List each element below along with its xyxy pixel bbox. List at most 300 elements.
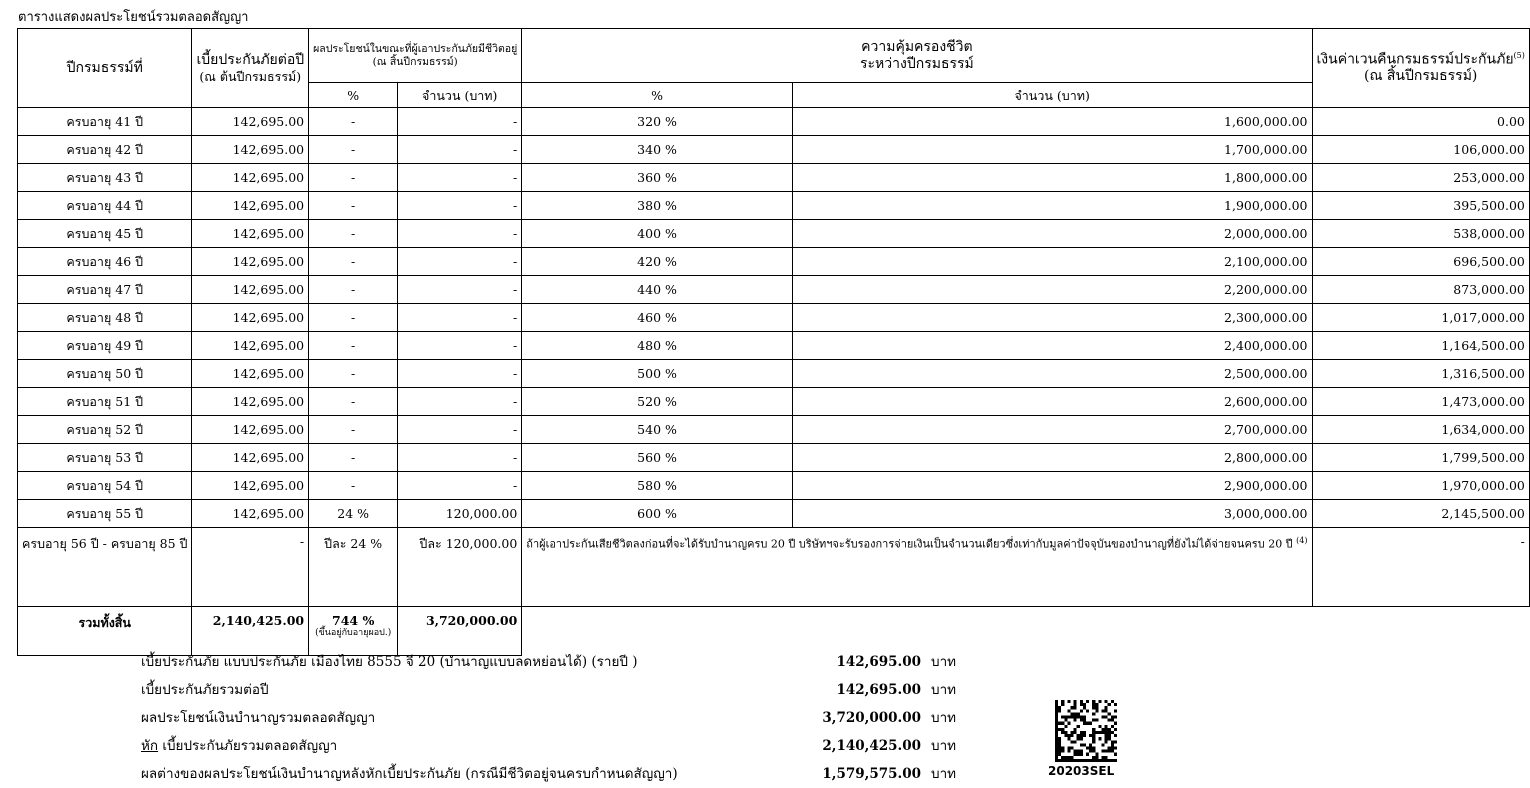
cell-coverage-amount: 2,400,000.00: [792, 332, 1312, 360]
header-premium: [192, 29, 309, 108]
cell-benefit-pct: -: [309, 304, 398, 332]
matrix-module: [1067, 750, 1070, 753]
cell-benefit-pct: -: [309, 248, 398, 276]
matrix-module: [1067, 709, 1070, 712]
cell-coverage-amount: 2,100,000.00: [792, 248, 1312, 276]
summary-unit: บาท: [931, 654, 957, 670]
matrix-module: [1095, 731, 1098, 734]
cell-benefit-pct: -: [309, 472, 398, 500]
cell-premium: 142,695.00: [192, 500, 309, 528]
matrix-module: [1111, 725, 1114, 728]
cell-age: ครบอายุ 47 ปี: [18, 276, 192, 304]
matrix-module: [1102, 750, 1105, 753]
matrix-module: [1111, 747, 1114, 750]
matrix-module: [1105, 756, 1108, 759]
matrix-module: [1095, 719, 1098, 722]
matrix-module: [1055, 716, 1058, 719]
cell-surrender: 0.00: [1312, 108, 1529, 136]
matrix-module: [1114, 728, 1117, 731]
cell-coverage-amount: 2,300,000.00: [792, 304, 1312, 332]
matrix-module: [1108, 731, 1111, 734]
benefit-table: [17, 28, 1530, 656]
cell-surrender: 1,316,500.00: [1312, 360, 1529, 388]
matrix-module: [1111, 700, 1114, 703]
cell-coverage-amount: 1,800,000.00: [792, 164, 1312, 192]
cell-note: [522, 528, 1312, 607]
cell-age: ครบอายุ 43 ปี: [18, 164, 192, 192]
matrix-module: [1083, 759, 1086, 762]
cell-coverage-pct: 420 %: [522, 248, 793, 276]
matrix-module: [1080, 743, 1083, 746]
header-policy-year: ปีกรมธรรม์ที่: [18, 29, 192, 108]
matrix-module: [1114, 759, 1117, 762]
matrix-module: [1102, 743, 1105, 746]
cell-benefit-amount: 120,000.00: [398, 500, 522, 528]
matrix-module: [1074, 740, 1077, 743]
cell-coverage-pct: 440 %: [522, 276, 793, 304]
matrix-module: [1064, 731, 1067, 734]
matrix-module: [1102, 716, 1105, 719]
summary-unit: บาท: [931, 682, 957, 698]
matrix-module: [1074, 712, 1077, 715]
code-label: 20203SEL: [1048, 764, 1115, 778]
summary-label: เบี้ยประกันภัย แบบประกันภัย เมืองไทย 8555 จี 20 (บำนาญแบบลดหย่อนได้) (รายปี ): [141, 654, 638, 670]
matrix-module: [1089, 722, 1092, 725]
cell-surrender: 873,000.00: [1312, 276, 1529, 304]
matrix-module: [1074, 719, 1077, 722]
matrix-module: [1055, 747, 1058, 750]
matrix-module: [1111, 759, 1114, 762]
matrix-module: [1074, 716, 1077, 719]
matrix-module: [1092, 700, 1095, 703]
matrix-module: [1080, 700, 1083, 703]
cell-benefit-pct: -: [309, 416, 398, 444]
cell-premium: 142,695.00: [192, 416, 309, 444]
matrix-module: [1105, 716, 1108, 719]
summary-label: เบี้ยประกันภัยรวมต่อปี: [141, 682, 269, 698]
cell-benefit-pct: -: [309, 444, 398, 472]
header-benefit-label: ผลประโยชน์ในขณะที่ผู้เอาประกันภัยมีชีวิตอยู่: [313, 42, 518, 55]
matrix-module: [1071, 731, 1074, 734]
cell-surrender: -: [1312, 528, 1529, 607]
matrix-module: [1080, 753, 1083, 756]
matrix-module: [1080, 703, 1083, 706]
matrix-module: [1067, 737, 1070, 740]
cell-benefit-amount: -: [398, 276, 522, 304]
cell-coverage-amount: 2,900,000.00: [792, 472, 1312, 500]
matrix-module: [1114, 747, 1117, 750]
matrix-module: [1083, 703, 1086, 706]
matrix-module: [1058, 740, 1061, 743]
matrix-module: [1080, 709, 1083, 712]
cell-premium: 142,695.00: [192, 136, 309, 164]
cell-premium: 142,695.00: [192, 444, 309, 472]
cell-benefit-pct: -: [309, 360, 398, 388]
datamatrix-code: [1055, 700, 1117, 762]
matrix-module: [1061, 716, 1064, 719]
matrix-module: [1111, 716, 1114, 719]
matrix-module: [1089, 743, 1092, 746]
note-text: ถ้าผู้เอาประกันเสียชีวิตลงก่อนที่จะได้รับบำนาญครบ 20 ปี บริษัทฯจะรับรองการจ่ายเงินเป็นจำนวนเดียวซึ่งเท่ากับมูลค่าปัจจุบันของบำนาญที่ยังไม่ได้จ่ายจนครบ 20 ปี: [526, 537, 1293, 551]
matrix-module: [1074, 759, 1077, 762]
cell-coverage-pct: 540 %: [522, 416, 793, 444]
matrix-module: [1055, 706, 1058, 709]
matrix-module: [1071, 734, 1074, 737]
matrix-module: [1108, 737, 1111, 740]
cell-total-label: รวมทั้งสิ้น: [18, 607, 192, 656]
summary-row: [141, 732, 991, 760]
table-row: [18, 220, 1530, 248]
matrix-module: [1086, 709, 1089, 712]
cell-benefit-amount: -: [398, 220, 522, 248]
cell-premium: -: [192, 528, 309, 607]
header-benefit-amount: จำนวน (บาท): [398, 83, 522, 108]
cell-coverage-pct: 580 %: [522, 472, 793, 500]
matrix-module: [1067, 756, 1070, 759]
matrix-module: [1111, 719, 1114, 722]
matrix-module: [1067, 734, 1070, 737]
matrix-module: [1080, 734, 1083, 737]
cell-coverage-pct: 500 %: [522, 360, 793, 388]
table-row: [18, 360, 1530, 388]
cell-age: ครบอายุ 48 ปี: [18, 304, 192, 332]
cell-age: ครบอายุ 42 ปี: [18, 136, 192, 164]
matrix-module: [1092, 737, 1095, 740]
matrix-module: [1095, 703, 1098, 706]
cell-surrender: 106,000.00: [1312, 136, 1529, 164]
matrix-module: [1092, 728, 1095, 731]
cell-surrender: 1,634,000.00: [1312, 416, 1529, 444]
matrix-module: [1055, 719, 1058, 722]
matrix-module: [1055, 731, 1058, 734]
matrix-module: [1061, 700, 1064, 703]
matrix-module: [1102, 728, 1105, 731]
summary-value: 1,579,575.00: [822, 766, 921, 782]
cell-benefit-pct: -: [309, 192, 398, 220]
cell-coverage-amount: 3,000,000.00: [792, 500, 1312, 528]
cell-surrender: 395,500.00: [1312, 192, 1529, 220]
matrix-module: [1058, 728, 1061, 731]
matrix-module: [1105, 700, 1108, 703]
cell-coverage-pct: 560 %: [522, 444, 793, 472]
matrix-module: [1055, 753, 1058, 756]
cell-coverage-amount: 2,800,000.00: [792, 444, 1312, 472]
matrix-module: [1058, 750, 1061, 753]
matrix-module: [1086, 753, 1089, 756]
cell-premium: 142,695.00: [192, 304, 309, 332]
cell-premium: 142,695.00: [192, 360, 309, 388]
matrix-module: [1105, 759, 1108, 762]
cell-coverage-pct: 320 %: [522, 108, 793, 136]
cell-benefit-amount: -: [398, 108, 522, 136]
matrix-module: [1077, 725, 1080, 728]
cell-age: ครบอายุ 45 ปี: [18, 220, 192, 248]
matrix-module: [1074, 728, 1077, 731]
matrix-module: [1083, 706, 1086, 709]
header-premium-sub: (ณ ต้นปีกรมธรรม์): [199, 68, 302, 84]
cell-coverage-amount: 2,000,000.00: [792, 220, 1312, 248]
matrix-module: [1092, 756, 1095, 759]
cell-coverage-amount: 2,600,000.00: [792, 388, 1312, 416]
cell-benefit-pct: ปีละ 24 %: [309, 528, 398, 607]
table-row: [18, 472, 1530, 500]
cell-age: ครบอายุ 52 ปี: [18, 416, 192, 444]
matrix-module: [1055, 756, 1058, 759]
summary-label-underline: หัก: [141, 738, 159, 754]
matrix-module: [1064, 756, 1067, 759]
cell-benefit-amount: -: [398, 332, 522, 360]
matrix-module: [1067, 722, 1070, 725]
matrix-module: [1055, 737, 1058, 740]
cell-premium: 142,695.00: [192, 276, 309, 304]
summary-label: [141, 732, 337, 760]
matrix-module: [1058, 747, 1061, 750]
matrix-module: [1055, 743, 1058, 746]
matrix-module: [1089, 734, 1092, 737]
matrix-module: [1061, 722, 1064, 725]
matrix-module: [1071, 712, 1074, 715]
matrix-module: [1067, 747, 1070, 750]
matrix-module: [1064, 734, 1067, 737]
cell-age: ครบอายุ 50 ปี: [18, 360, 192, 388]
matrix-module: [1108, 734, 1111, 737]
summary-unit: บาท: [931, 738, 957, 754]
cell-coverage-amount: 2,700,000.00: [792, 416, 1312, 444]
matrix-module: [1077, 734, 1080, 737]
header-coverage-pct: %: [522, 83, 793, 108]
matrix-module: [1074, 750, 1077, 753]
matrix-module: [1092, 740, 1095, 743]
matrix-module: [1055, 722, 1058, 725]
matrix-module: [1071, 756, 1074, 759]
table-row: [18, 304, 1530, 332]
page-title: ตารางแสดงผลประโยชน์รวมตลอดสัญญา: [18, 10, 249, 25]
matrix-module: [1095, 709, 1098, 712]
matrix-module: [1055, 740, 1058, 743]
note-sup: (4): [1296, 536, 1308, 545]
table-row: [18, 416, 1530, 444]
matrix-module: [1074, 703, 1077, 706]
table-row: [18, 276, 1530, 304]
matrix-module: [1058, 706, 1061, 709]
matrix-module: [1061, 750, 1064, 753]
matrix-module: [1105, 734, 1108, 737]
cell-age: ครบอายุ 53 ปี: [18, 444, 192, 472]
matrix-module: [1095, 753, 1098, 756]
table-row: [18, 192, 1530, 220]
matrix-module: [1108, 747, 1111, 750]
cell-benefit-pct: -: [309, 276, 398, 304]
matrix-module: [1067, 700, 1070, 703]
cell-age: ครบอายุ 54 ปี: [18, 472, 192, 500]
matrix-module: [1108, 759, 1111, 762]
matrix-module: [1074, 731, 1077, 734]
matrix-module: [1092, 703, 1095, 706]
cell-benefit-amount: ปีละ 120,000.00: [398, 528, 522, 607]
matrix-module: [1061, 759, 1064, 762]
cell-surrender: 1,164,500.00: [1312, 332, 1529, 360]
matrix-module: [1083, 743, 1086, 746]
matrix-module: [1105, 737, 1108, 740]
matrix-module: [1055, 750, 1058, 753]
matrix-module: [1064, 719, 1067, 722]
matrix-module: [1092, 759, 1095, 762]
cell-benefit-pct: -: [309, 332, 398, 360]
cell-benefit-pct: -: [309, 164, 398, 192]
matrix-module: [1055, 712, 1058, 715]
matrix-module: [1092, 734, 1095, 737]
summary-section: [141, 648, 991, 788]
matrix-module: [1080, 716, 1083, 719]
cell-premium: 142,695.00: [192, 108, 309, 136]
cell-age: ครบอายุ 56 ปี - ครบอายุ 85 ปี: [18, 528, 192, 607]
matrix-module: [1064, 759, 1067, 762]
matrix-module: [1055, 759, 1058, 762]
matrix-module: [1077, 753, 1080, 756]
cell-premium: 142,695.00: [192, 472, 309, 500]
matrix-module: [1067, 759, 1070, 762]
summary-value: 2,140,425.00: [822, 738, 921, 754]
table-row: [18, 248, 1530, 276]
matrix-module: [1114, 734, 1117, 737]
matrix-module: [1071, 716, 1074, 719]
summary-value: 142,695.00: [836, 654, 921, 670]
table-row: [18, 332, 1530, 360]
cell-age: ครบอายุ 51 ปี: [18, 388, 192, 416]
matrix-module: [1058, 743, 1061, 746]
matrix-module: [1105, 709, 1108, 712]
matrix-module: [1077, 716, 1080, 719]
cell-surrender: 1,473,000.00: [1312, 388, 1529, 416]
matrix-module: [1055, 725, 1058, 728]
header-benefit: [309, 29, 522, 83]
matrix-module: [1083, 716, 1086, 719]
cell-age: ครบอายุ 41 ปี: [18, 108, 192, 136]
table-row: [18, 388, 1530, 416]
header-coverage-amount: จำนวน (บาท): [792, 83, 1312, 108]
table-row-annuity: [18, 528, 1530, 607]
cell-coverage-amount: 1,700,000.00: [792, 136, 1312, 164]
matrix-module: [1058, 759, 1061, 762]
cell-coverage-pct: 340 %: [522, 136, 793, 164]
cell-age: ครบอายุ 55 ปี: [18, 500, 192, 528]
matrix-module: [1114, 709, 1117, 712]
cell-age: ครบอายุ 46 ปี: [18, 248, 192, 276]
matrix-module: [1061, 756, 1064, 759]
cell-benefit-amount: -: [398, 472, 522, 500]
cell-coverage-pct: 480 %: [522, 332, 793, 360]
matrix-module: [1077, 759, 1080, 762]
matrix-module: [1102, 709, 1105, 712]
cell-benefit-amount: -: [398, 388, 522, 416]
matrix-module: [1108, 750, 1111, 753]
matrix-module: [1067, 716, 1070, 719]
matrix-module: [1111, 743, 1114, 746]
header-surrender-text: เงินค่าเวนคืนกรมธรรม์ประกันภัย: [1316, 51, 1514, 68]
matrix-module: [1102, 731, 1105, 734]
cell-benefit-amount: -: [398, 136, 522, 164]
matrix-module: [1089, 750, 1092, 753]
cell-coverage-pct: 600 %: [522, 500, 793, 528]
cell-surrender: 1,970,000.00: [1312, 472, 1529, 500]
cell-coverage-amount: 1,900,000.00: [792, 192, 1312, 220]
matrix-module: [1077, 712, 1080, 715]
matrix-module: [1108, 728, 1111, 731]
summary-value: 142,695.00: [836, 682, 921, 698]
summary-label-rest: เบี้ยประกันภัยรวมตลอดสัญญา: [158, 738, 338, 754]
matrix-module: [1098, 759, 1101, 762]
matrix-module: [1092, 719, 1095, 722]
matrix-module: [1095, 759, 1098, 762]
cell-premium: 142,695.00: [192, 332, 309, 360]
matrix-module: [1061, 731, 1064, 734]
matrix-module: [1080, 719, 1083, 722]
cell-premium: 142,695.00: [192, 388, 309, 416]
matrix-module: [1102, 759, 1105, 762]
cell-age: ครบอายุ 49 ปี: [18, 332, 192, 360]
table-row: [18, 164, 1530, 192]
matrix-module: [1092, 750, 1095, 753]
cell-surrender: 1,799,500.00: [1312, 444, 1529, 472]
matrix-module: [1074, 700, 1077, 703]
matrix-module: [1108, 712, 1111, 715]
cell-benefit-pct: 24 %: [309, 500, 398, 528]
matrix-module: [1092, 747, 1095, 750]
matrix-module: [1089, 759, 1092, 762]
matrix-module: [1058, 722, 1061, 725]
matrix-module: [1077, 737, 1080, 740]
total-pct-note: (ขึ้นอยู่กับอายุผอป.): [315, 628, 392, 638]
cell-benefit-amount: -: [398, 164, 522, 192]
matrix-module: [1105, 740, 1108, 743]
matrix-module: [1114, 703, 1117, 706]
matrix-module: [1098, 700, 1101, 703]
matrix-module: [1086, 759, 1089, 762]
cell-total-amount: 3,720,000.00: [398, 607, 522, 656]
matrix-module: [1058, 737, 1061, 740]
header-premium-label: เบี้ยประกันภัยต่อปี: [196, 52, 305, 69]
cell-premium: 142,695.00: [192, 220, 309, 248]
matrix-module: [1114, 753, 1117, 756]
cell-coverage-amount: 1,600,000.00: [792, 108, 1312, 136]
matrix-module: [1080, 759, 1083, 762]
matrix-module: [1111, 750, 1114, 753]
matrix-module: [1108, 703, 1111, 706]
cell-surrender: 253,000.00: [1312, 164, 1529, 192]
header-surrender: [1312, 29, 1529, 108]
matrix-module: [1077, 750, 1080, 753]
summary-row: [141, 760, 991, 788]
header-benefit-sub: (ณ สิ้นปีกรมธรรม์): [372, 55, 458, 68]
matrix-module: [1092, 712, 1095, 715]
matrix-module: [1058, 753, 1061, 756]
matrix-module: [1095, 706, 1098, 709]
matrix-module: [1086, 747, 1089, 750]
matrix-module: [1074, 706, 1077, 709]
matrix-module: [1080, 750, 1083, 753]
cell-premium: 142,695.00: [192, 248, 309, 276]
summary-label: ผลต่างของผลประโยชน์เงินบำนาญหลังหักเบี้ยประกันภัย (กรณีมีชีวิตอยู่จนครบกำหนดสัญญา): [141, 766, 678, 782]
cell-coverage-pct: 400 %: [522, 220, 793, 248]
matrix-module: [1105, 728, 1108, 731]
matrix-module: [1083, 731, 1086, 734]
cell-age: ครบอายุ 44 ปี: [18, 192, 192, 220]
matrix-module: [1083, 734, 1086, 737]
summary-unit: บาท: [931, 766, 957, 782]
cell-coverage-pct: 520 %: [522, 388, 793, 416]
matrix-module: [1080, 731, 1083, 734]
table-row: [18, 108, 1530, 136]
